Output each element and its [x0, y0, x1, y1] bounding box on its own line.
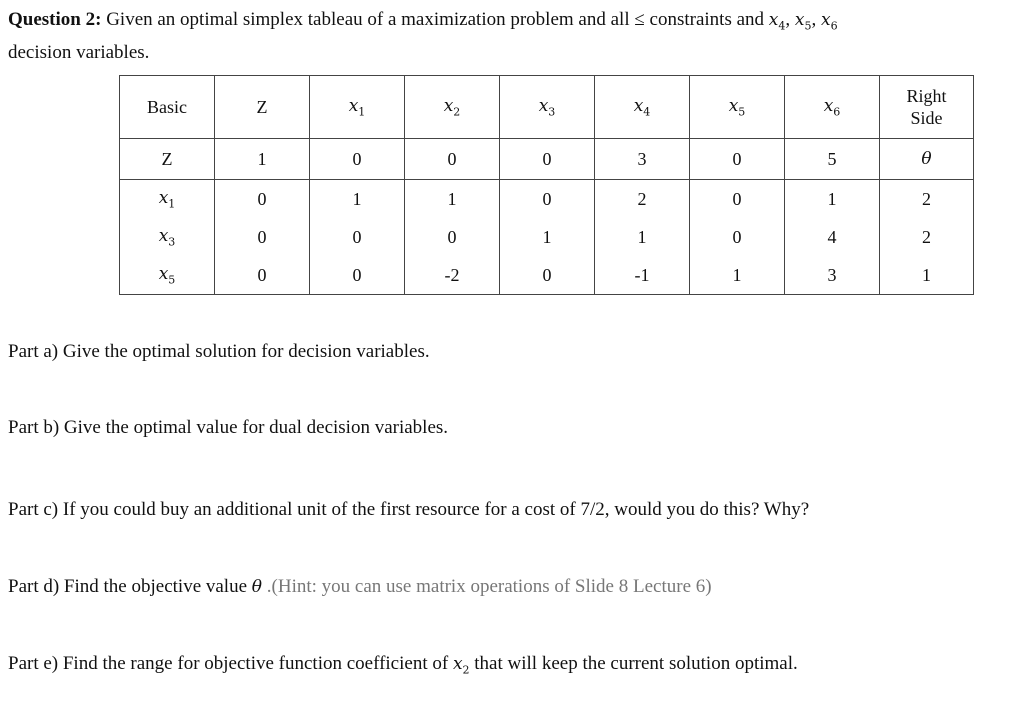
- basic-cell: $x_3$: [120, 218, 215, 256]
- tableau-header-row: [120, 76, 974, 139]
- table-cell: 0: [310, 139, 405, 180]
- theta-cell: θ: [880, 139, 974, 180]
- basic-cell: $x_1$: [120, 180, 215, 219]
- header-z: Z: [215, 76, 310, 139]
- var-x2: $x_2$: [452, 654, 470, 677]
- table-cell: -1: [595, 256, 690, 295]
- question-text: Question 2: Given an optimal simplex tableau of a maximization problem and all ≤ constraints and $x_4$, $x_5$, $x_6$ decision variables.: [8, 9, 838, 64]
- simplex-tableau: [119, 75, 974, 295]
- table-cell: 0: [500, 180, 595, 219]
- table-cell: 1: [595, 218, 690, 256]
- table-cell: 1: [880, 256, 974, 295]
- var-x5: $x_5$: [794, 10, 812, 33]
- var-x4: $x_4$: [768, 10, 786, 33]
- header-x2: $x_2$: [405, 76, 500, 139]
- table-cell: 2: [595, 180, 690, 219]
- table-cell: 2: [880, 180, 974, 219]
- tableau-row-x3: [120, 218, 974, 256]
- basic-cell: Z: [120, 139, 215, 180]
- part-e: Part e) Find the range for objective function coefficient of $x_2$ that will keep the current solution optimal.: [8, 653, 798, 677]
- part-c: Part c) If you could buy an additional unit of the first resource for a cost of 7/2, would you do this? Why?: [8, 499, 810, 520]
- table-cell: 0: [310, 218, 405, 256]
- table-cell: 3: [595, 139, 690, 180]
- header-x4: $x_4$: [595, 76, 690, 139]
- table-cell: 0: [215, 180, 310, 219]
- question-outro: decision variables.: [8, 42, 150, 64]
- table-cell: 2: [880, 218, 974, 256]
- part-b: Part b) Give the optimal value for dual decision variables.: [8, 417, 449, 438]
- part-d: Part d) Find the objective value θ .(Hint: you can use matrix operations of Slide 8 Lecture 6): [8, 576, 712, 597]
- theta-symbol: θ: [251, 577, 263, 597]
- table-cell: 1: [785, 180, 880, 219]
- basic-cell: $x_5$: [120, 256, 215, 295]
- table-cell: 0: [215, 218, 310, 256]
- header-x1: $x_1$: [310, 76, 405, 139]
- tableau-row-x5: [120, 256, 974, 295]
- header-x6: $x_6$: [785, 76, 880, 139]
- question-number: Question 2:: [8, 9, 102, 30]
- table-cell: 0: [215, 256, 310, 295]
- table-cell: 0: [405, 218, 500, 256]
- table-cell: 0: [690, 180, 785, 219]
- table-cell: 4: [785, 218, 880, 256]
- header-x5: $x_5$: [690, 76, 785, 139]
- table-cell: -2: [405, 256, 500, 295]
- part-a: Part a) Give the optimal solution for decision variables.: [8, 341, 430, 362]
- table-cell: 3: [785, 256, 880, 295]
- table-cell: 1: [690, 256, 785, 295]
- table-cell: 0: [500, 256, 595, 295]
- table-cell: 0: [500, 139, 595, 180]
- tableau-row-x1: [120, 180, 974, 219]
- var-x6: $x_6$: [820, 10, 838, 33]
- question-intro: Given an optimal simplex tableau of a maximization problem and all ≤ constraints and: [101, 9, 769, 30]
- header-right-side: Right Side: [880, 76, 974, 139]
- tableau-row-z: [120, 139, 974, 180]
- table-cell: 0: [690, 218, 785, 256]
- hint-text: .(Hint: you can use matrix operations of Slide 8 Lecture 6): [262, 576, 712, 597]
- header-basic: Basic: [120, 76, 215, 139]
- table-cell: 1: [215, 139, 310, 180]
- table-cell: 1: [405, 180, 500, 219]
- header-x3: $x_3$: [500, 76, 595, 139]
- table-cell: 0: [405, 139, 500, 180]
- table-cell: 1: [500, 218, 595, 256]
- table-cell: 1: [310, 180, 405, 219]
- table-cell: 0: [690, 139, 785, 180]
- table-cell: 0: [310, 256, 405, 295]
- table-cell: 5: [785, 139, 880, 180]
